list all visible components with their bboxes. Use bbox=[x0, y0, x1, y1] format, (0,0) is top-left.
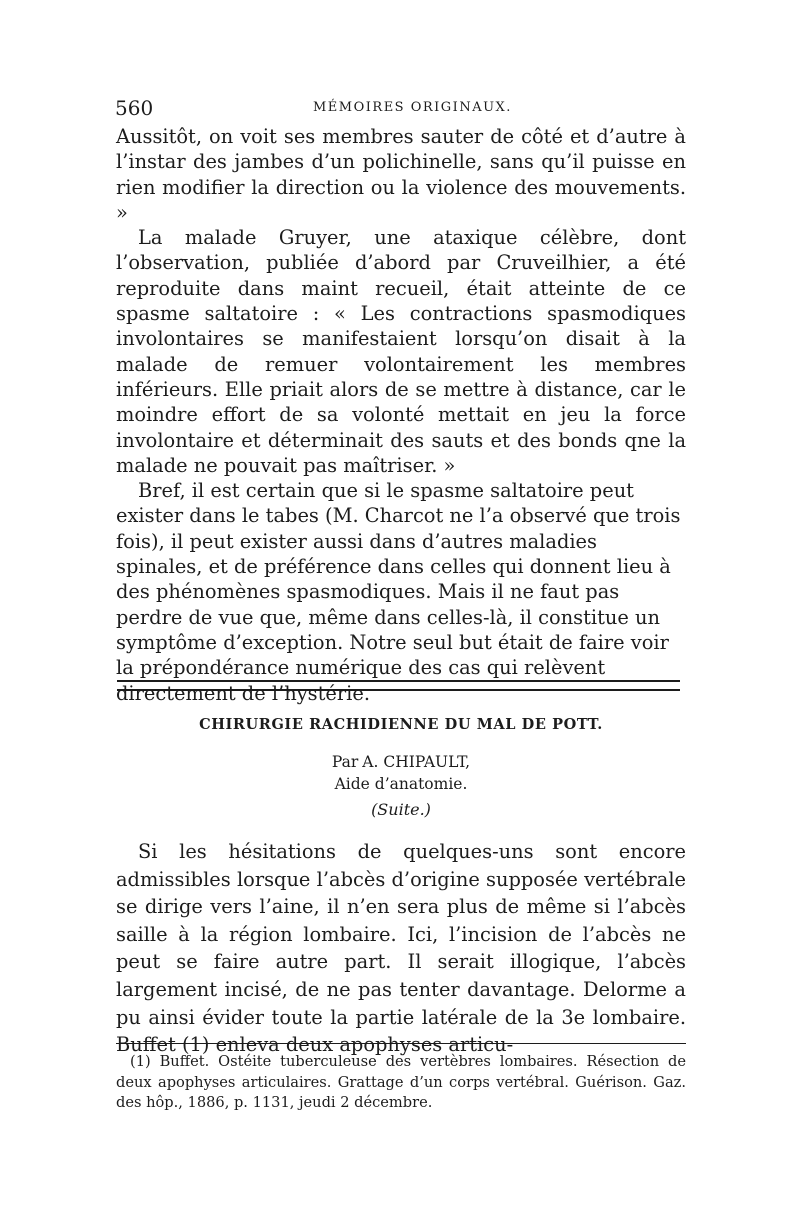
paragraph: Bref, il est certain que si le spasme saltatoire peut exister dans le tabes (M. Charcot ne l’a observé que trois fois), il peut exister aussi dans d’autres maladies spinales, et de préférence dans celles qui donnent lieu à des phénomènes spasmodiques. Mais il ne faut pas perdre de vue que, même dans celles-là, il constitue un symptôme d’exception. Notre seul but était de faire voir la prépondérance numérique des cas qui relèvent directement de l’hystérie. bbox=[116, 479, 681, 705]
paragraph: Aussitôt, on voit ses membres sauter de côté et d’autre à l’instar des jambes d’un polichinelle, sans qu’il puisse en rien modifier la direction ou la violence des mouvements. » bbox=[116, 125, 686, 224]
previous-article-text bbox=[116, 124, 686, 706]
article-title: CHIRURGIE RACHIDIENNE DU MAL DE POTT. bbox=[199, 716, 603, 733]
paragraph: Si les hésitations de quelques-uns sont encore admissibles lorsque l’abcès d’origine supposée vertébrale se dirige vers l’aine, il n’en sera plus de même si l’abcès saille à la région lombaire. Ici, l’incision de l’abcès ne peut se faire autre part. Il serait illogique, l’abcès largement incisé, de ne pas tenter davantage. Delorme a pu ainsi évider toute la partie latérale de la 3e lombaire. Buffet (1) enleva deux apophyses articu- bbox=[116, 840, 686, 1057]
article-body bbox=[116, 838, 686, 1059]
author-affiliation: Aide d’anatomie. bbox=[334, 775, 468, 793]
footnote-text: (1) Buffet. Ostéite tuberculeuse des vertèbres lombaires. Résection de deux apophyses articulaires. Grattage d’un corps vertébral. Guérison. Gaz. des hôp., 1886, p. 1131, jeudi 2 décembre. bbox=[116, 1053, 686, 1111]
journal-section-title: MÉMOIRES ORIGINAUX. bbox=[313, 100, 512, 115]
footnote bbox=[116, 1052, 686, 1114]
author-name: A. CHIPAULT, bbox=[362, 753, 471, 771]
section-divider-rule bbox=[117, 680, 680, 691]
continued-note: (Suite.) bbox=[371, 800, 431, 819]
running-head bbox=[115, 96, 685, 126]
footnote-rule bbox=[116, 1043, 686, 1044]
page-number: 560 bbox=[115, 96, 154, 120]
paragraph: La malade Gruyer, une ataxique célèbre, dont l’observation, publiée d’abord par Cruveilhier, a été reproduite dans maint recueil, était atteinte de ce spasme saltatoire : « Les contractions spasmodiques involontaires se manifestaient lorsqu’on disait à la malade de remuer volontairement les membres inférieurs. Elle priait alors de se mettre à distance, car le moindre effort de sa volonté mettait en jeu la force involontaire et déterminait des sauts et des bonds qne la malade ne pouvait pas maîtriser. » bbox=[116, 226, 686, 477]
author-byline bbox=[116, 752, 686, 773]
byline-label: Par bbox=[331, 753, 359, 771]
